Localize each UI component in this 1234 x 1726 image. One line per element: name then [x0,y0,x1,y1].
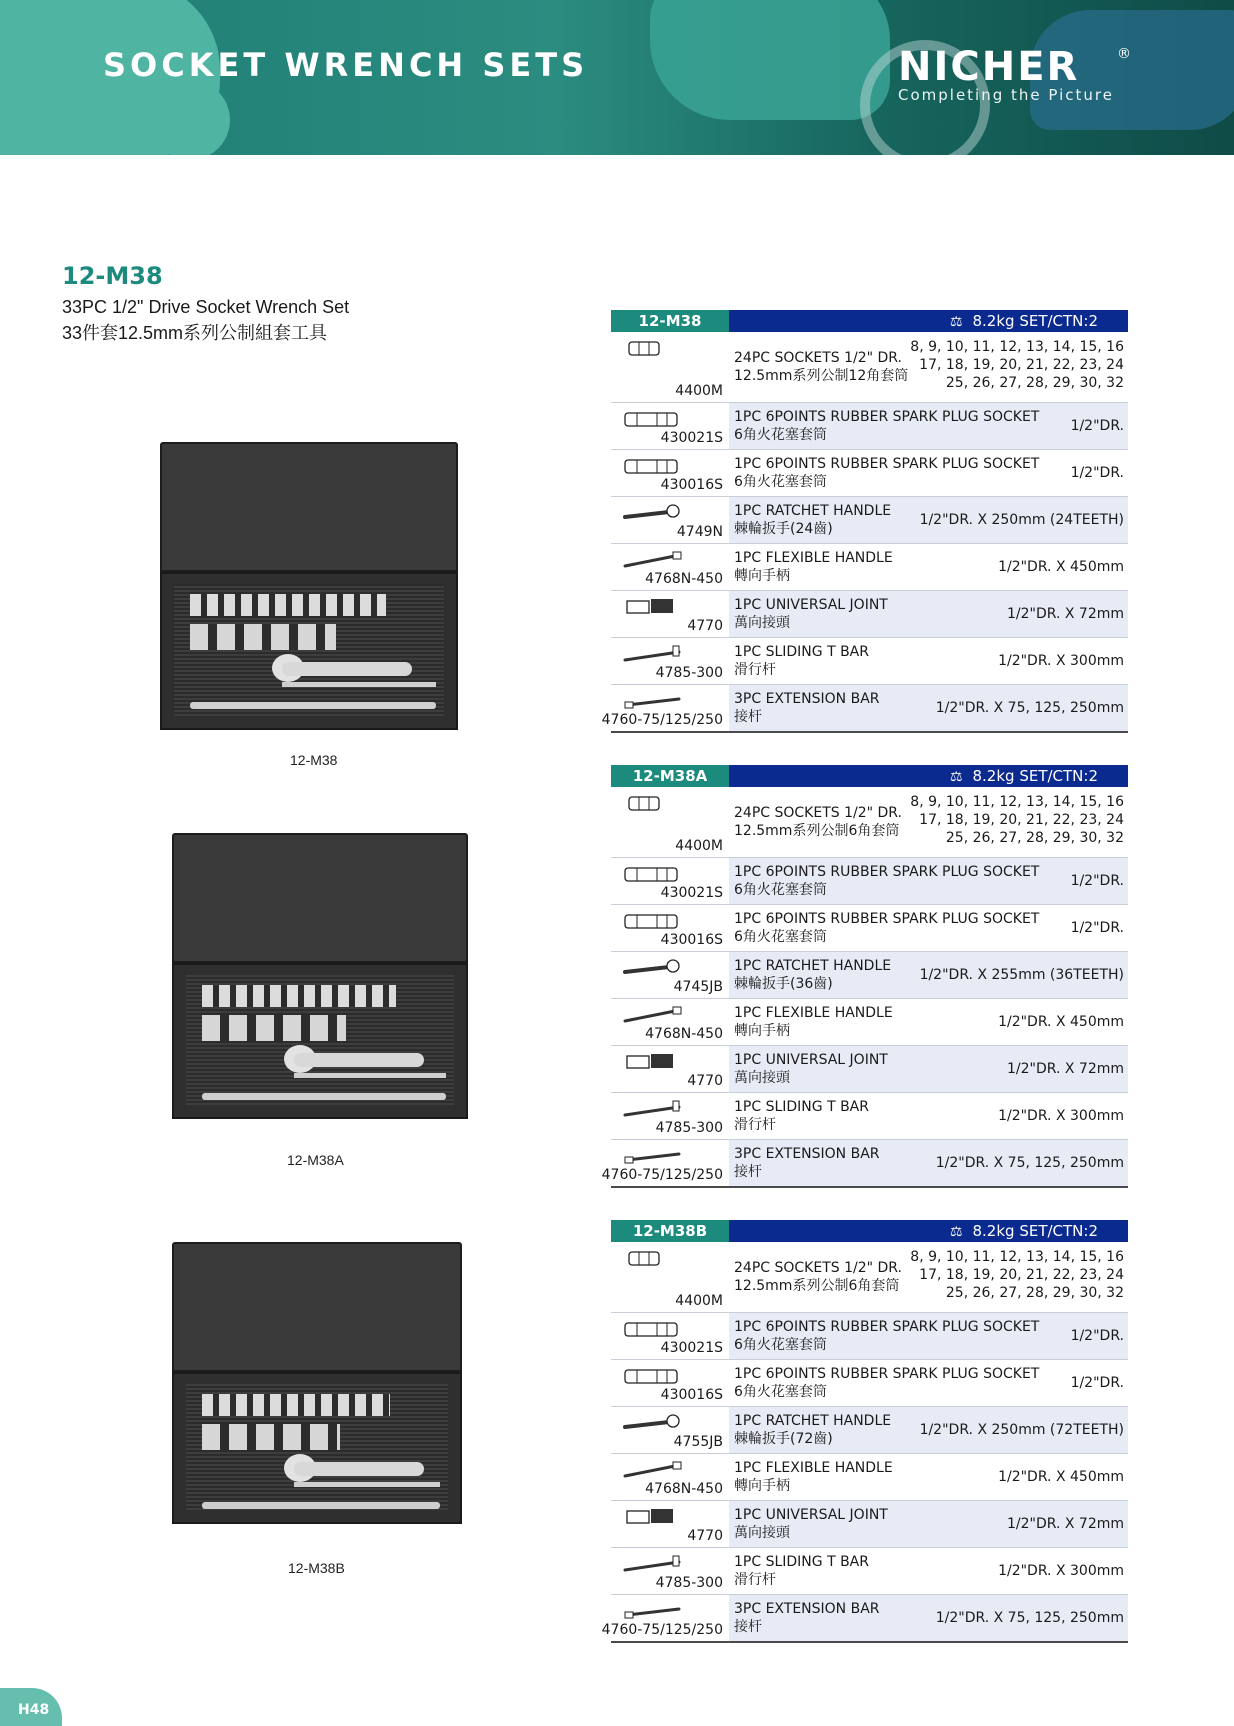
case-tray [172,963,468,1119]
item-spec [920,1421,1124,1439]
item-code: 430021S [660,430,723,446]
item-cell [611,905,729,951]
item-description-en: 1PC SLIDING T BAR [734,1554,869,1570]
spec-table [601,310,1128,733]
item-description-en: 1PC RATCHET HANDLE [734,503,892,519]
item-description-en: 1PC UNIVERSAL JOINT [734,1507,888,1523]
item-spec [936,699,1124,717]
product-photo-12-m38b [172,1242,462,1524]
item-code: 4755JB [673,1434,723,1450]
item-description-zh: 12.5mm系列公制6角套筒 [734,823,900,839]
item-code: 430016S [660,932,723,948]
item-description-en: 1PC UNIVERSAL JOINT [734,597,888,613]
item-spec [1007,605,1124,623]
item-cell [611,1046,729,1092]
socket-row [202,1015,346,1041]
socket-row [190,624,336,650]
table-row [611,952,1128,999]
item-code: 4760-75/125/250 [601,712,723,728]
table-row [611,905,1128,952]
puzzle-decoration [650,0,890,120]
item-code: 4785-300 [655,1120,723,1136]
sliding-t-bar-icon [623,1099,683,1119]
item-code: 4760-75/125/250 [601,1167,723,1183]
item-spec-line: 1/2"DR. X 450mm [998,559,1124,575]
item-spec-line: 25, 26, 27, 28, 29, 30, 32 [945,1285,1124,1301]
item-spec [1071,872,1124,890]
item-cell [611,952,729,998]
spec-table [601,765,1128,1188]
table-row [611,450,1128,497]
item-spec-line: 1/2"DR. [1070,920,1124,936]
flexible-handle-icon [623,1005,683,1025]
ratchet-handle-icon [623,958,683,978]
item-spec-line: 1/2"DR. X 75, 125, 250mm [935,700,1124,716]
item-spec [998,558,1124,576]
table-row [611,497,1128,544]
item-description-en: 1PC SLIDING T BAR [734,644,869,660]
item-cell [611,1407,729,1453]
page-number-tab [0,1688,62,1726]
table-row [601,1595,1128,1643]
brand-logo: NICHER [898,44,1080,90]
item-cell [611,403,729,449]
spark-plug-socket-icon [623,1366,683,1386]
item-description [734,549,893,585]
item-description-zh: 接杆 [734,709,762,725]
extension-bar [282,682,436,687]
scale-icon: ⚖ [949,1224,963,1240]
table-row [611,1454,1128,1501]
item-code: 4400M [675,383,723,399]
item-description-zh: 接杆 [734,1619,762,1635]
ratchet-handle [294,1462,424,1476]
item-description-zh: 6角火花塞套筒 [734,882,827,898]
item-spec [910,338,1124,392]
table-row [611,1501,1128,1548]
universal-joint-icon [623,1052,683,1072]
item-spec-line: 8, 9, 10, 11, 12, 13, 14, 15, 16 [910,794,1124,810]
table-row [611,403,1128,450]
item-code: 4770 [687,1073,723,1089]
item-description-en: 1PC 6POINTS RUBBER SPARK PLUG SOCKET [734,911,1040,927]
item-cell [611,497,729,543]
item-description-en: 1PC 6POINTS RUBBER SPARK PLUG SOCKET [734,409,1040,425]
table-row [611,1360,1128,1407]
table-set-code: 12-M38B [611,1220,729,1242]
item-code: 430016S [660,1387,723,1403]
item-description-zh: 滑行杆 [734,662,776,678]
item-description-zh: 滑行杆 [734,1572,776,1588]
page-title: SOCKET WRENCH SETS [103,46,589,84]
item-description [734,408,1039,444]
socket-row [202,1394,390,1416]
item-description [734,1051,888,1087]
item-description-en: 1PC 6POINTS RUBBER SPARK PLUG SOCKET [734,1366,1040,1382]
item-description [734,1145,880,1181]
item-code: 430021S [660,885,723,901]
table-weight [950,765,1098,787]
item-code: 430016S [660,477,723,493]
item-code: 4770 [687,618,723,634]
item-spec [1071,1374,1124,1392]
table-row [611,999,1128,1046]
item-spec-line: 1/2"DR. [1070,418,1124,434]
item-description-en: 1PC FLEXIBLE HANDLE [734,1460,893,1476]
product-photo-12-m38 [160,442,458,730]
socket-icon [623,1248,683,1268]
item-description-en: 1PC 6POINTS RUBBER SPARK PLUG SOCKET [734,1319,1040,1335]
item-spec [920,511,1124,529]
item-spec [936,1609,1124,1627]
flexible-handle-icon [623,550,683,570]
item-description-en: 3PC EXTENSION BAR [734,1601,880,1617]
item-cell [611,787,729,857]
item-description-zh: 6角火花塞套筒 [734,929,827,945]
item-description-en: 24PC SOCKETS 1/2" DR. [734,1260,902,1276]
item-spec-line: 1/2"DR. [1070,1375,1124,1391]
item-spec-line: 1/2"DR. X 255mm (36TEETH) [919,967,1124,983]
item-description [734,455,1039,491]
item-description-zh: 接杆 [734,1164,762,1180]
table-row [611,1407,1128,1454]
case-tray [160,572,458,730]
table-header [611,765,1128,787]
item-description [734,1506,888,1542]
item-description [734,596,888,632]
item-spec [998,1468,1124,1486]
registered-mark: ® [1117,46,1131,62]
spark-plug-socket-icon [623,864,683,884]
sliding-t-bar [202,1093,446,1100]
item-description-zh: 轉向手柄 [734,568,790,584]
item-description-zh: 棘輪扳手(72齒) [734,1431,833,1447]
item-description [734,502,891,538]
item-spec [1071,464,1124,482]
item-spec-line: 25, 26, 27, 28, 29, 30, 32 [945,830,1124,846]
item-description-en: 1PC FLEXIBLE HANDLE [734,1005,893,1021]
item-description [734,1365,1039,1401]
table-row [611,1242,1128,1313]
weight-text: 8.2kg SET/CTN:2 [972,312,1098,330]
item-cell [611,450,729,496]
table-row [601,1140,1128,1188]
ratchet-handle-icon [623,503,683,523]
item-description-en: 1PC RATCHET HANDLE [734,1413,892,1429]
brand-tagline: Completing the Picture [898,86,1114,104]
item-code: 4768N-450 [645,571,723,587]
item-cell [611,1360,729,1406]
item-spec [1071,417,1124,435]
item-description [734,1098,869,1134]
table-header [611,1220,1128,1242]
item-description-en: 1PC RATCHET HANDLE [734,958,892,974]
item-cell [611,1501,729,1547]
product-photo-12-m38a [172,833,468,1119]
item-cell [601,1140,729,1186]
item-description [734,1318,1039,1354]
item-description [734,804,902,840]
item-spec-line: 1/2"DR. X 300mm [998,1108,1124,1124]
weight-text: 8.2kg SET/CTN:2 [972,767,1098,785]
item-spec-line: 1/2"DR. X 75, 125, 250mm [935,1155,1124,1171]
table-weight [950,310,1098,332]
product-name-en: 33PC 1/2" Drive Socket Wrench Set [62,297,350,317]
socket-icon [623,338,683,358]
sliding-t-bar-icon [623,644,683,664]
item-spec-line: 1/2"DR. [1070,873,1124,889]
extension-bar [294,1482,440,1487]
item-spec [1007,1060,1124,1078]
socket-icon [623,793,683,813]
item-cell [611,638,729,684]
weight-text: 8.2kg SET/CTN:2 [972,1222,1098,1240]
table-row [611,1313,1128,1360]
item-cell [601,1595,729,1641]
page-number: H48 [18,1702,50,1718]
spec-table [601,1220,1128,1643]
item-cell [611,1548,729,1594]
item-spec-line: 17, 18, 19, 20, 21, 22, 23, 24 [919,1267,1124,1283]
spark-plug-socket-icon [623,1319,683,1339]
item-description [734,349,908,385]
case-tray [172,1372,462,1524]
table-row [601,685,1128,733]
table-body [601,787,1128,1188]
item-spec [910,1248,1124,1302]
item-description [734,910,1039,946]
item-description-zh: 6角火花塞套筒 [734,474,827,490]
extension-bar-icon [623,1601,683,1621]
item-spec-line: 1/2"DR. X 300mm [998,653,1124,669]
scale-icon: ⚖ [949,314,963,330]
item-code: 4785-300 [655,665,723,681]
item-code: 4749N [676,524,723,540]
sliding-t-bar-icon [623,1554,683,1574]
spark-plug-socket-icon [623,456,683,476]
item-description-zh: 棘輪扳手(24齒) [734,521,833,537]
sliding-t-bar [202,1502,440,1509]
table-row [611,858,1128,905]
item-description [734,1412,891,1448]
sliding-t-bar [190,702,436,709]
product-code: 12-M38 [62,262,163,290]
spark-plug-socket-icon [623,911,683,931]
item-description [734,1259,902,1295]
table-row [611,332,1128,403]
item-description-zh: 萬向接頭 [734,1070,790,1086]
socket-row [202,985,396,1007]
table-body [601,332,1128,733]
photo-caption: 12-M38 [290,752,338,768]
case-lid [160,442,458,572]
ratchet-handle [294,1053,424,1067]
item-cell [611,544,729,590]
table-row [611,1548,1128,1595]
item-spec-line: 1/2"DR. X 450mm [998,1469,1124,1485]
item-description-zh: 棘輪扳手(36齒) [734,976,833,992]
item-description-en: 1PC 6POINTS RUBBER SPARK PLUG SOCKET [734,456,1040,472]
extension-bar [294,1073,446,1078]
item-description [734,1459,893,1495]
item-cell [611,1454,729,1500]
ratchet-handle [282,662,412,676]
item-description-zh: 轉向手柄 [734,1023,790,1039]
item-code: 4745JB [673,979,723,995]
item-description-zh: 6角火花塞套筒 [734,1384,827,1400]
item-description-en: 3PC EXTENSION BAR [734,691,880,707]
socket-row [202,1424,340,1450]
table-row [611,591,1128,638]
product-name-zh: 33件套12.5mm系列公制組套工具 [62,323,328,343]
item-cell [611,1093,729,1139]
item-spec-line: 25, 26, 27, 28, 29, 30, 32 [945,375,1124,391]
item-cell [611,591,729,637]
item-description [734,863,1039,899]
table-set-code: 12-M38A [611,765,729,787]
item-description [734,1600,880,1636]
puzzle-decoration [150,80,230,155]
table-row [611,638,1128,685]
item-description-en: 3PC EXTENSION BAR [734,1146,880,1162]
item-description-zh: 6角火花塞套筒 [734,1337,827,1353]
item-spec-line: 1/2"DR. X 450mm [998,1014,1124,1030]
item-description-zh: 12.5mm系列公制12角套筒 [734,368,909,384]
item-spec-line: 1/2"DR. [1070,465,1124,481]
item-description-zh: 轉向手柄 [734,1478,790,1494]
item-spec-line: 8, 9, 10, 11, 12, 13, 14, 15, 16 [910,1249,1124,1265]
universal-joint-icon [623,1507,683,1527]
item-code: 4760-75/125/250 [601,1622,723,1638]
item-description-zh: 6角火花塞套筒 [734,427,827,443]
flexible-handle-icon [623,1460,683,1480]
item-description-en: 1PC 6POINTS RUBBER SPARK PLUG SOCKET [734,864,1040,880]
item-description-zh: 滑行杆 [734,1117,776,1133]
table-row [611,787,1128,858]
header-banner [0,0,1234,155]
item-spec-line: 1/2"DR. [1070,1328,1124,1344]
item-description-en: 1PC UNIVERSAL JOINT [734,1052,888,1068]
item-description [734,690,880,726]
item-description-en: 24PC SOCKETS 1/2" DR. [734,805,902,821]
table-body [601,1242,1128,1643]
item-description-zh: 萬向接頭 [734,615,790,631]
item-cell [611,1313,729,1359]
universal-joint-icon [623,597,683,617]
item-description-en: 1PC FLEXIBLE HANDLE [734,550,893,566]
item-description-en: 1PC SLIDING T BAR [734,1099,869,1115]
table-set-code: 12-M38 [611,310,729,332]
item-code: 4768N-450 [645,1481,723,1497]
item-spec-line: 1/2"DR. X 250mm (72TEETH) [919,1422,1124,1438]
table-row [611,544,1128,591]
item-cell [611,999,729,1045]
item-spec-line: 1/2"DR. X 72mm [1006,1061,1124,1077]
item-code: 4768N-450 [645,1026,723,1042]
item-description-en: 24PC SOCKETS 1/2" DR. [734,350,902,366]
case-lid [172,833,468,963]
item-spec [998,1013,1124,1031]
extension-bar-icon [623,691,683,711]
item-spec-line: 17, 18, 19, 20, 21, 22, 23, 24 [919,357,1124,373]
table-row [611,1093,1128,1140]
item-description [734,957,891,993]
item-spec [1007,1515,1124,1533]
scale-icon: ⚖ [949,769,963,785]
item-cell [611,332,729,402]
item-spec-line: 17, 18, 19, 20, 21, 22, 23, 24 [919,812,1124,828]
photo-caption: 12-M38B [288,1560,345,1576]
item-description-zh: 12.5mm系列公制6角套筒 [734,1278,900,1294]
item-description [734,1004,893,1040]
item-spec-line: 1/2"DR. X 75, 125, 250mm [935,1610,1124,1626]
item-spec [936,1154,1124,1172]
table-weight [950,1220,1098,1242]
item-code: 430021S [660,1340,723,1356]
item-spec-line: 1/2"DR. X 300mm [998,1563,1124,1579]
item-spec [998,1107,1124,1125]
photo-caption: 12-M38A [287,1152,344,1168]
item-spec-line: 1/2"DR. X 72mm [1006,606,1124,622]
item-description [734,643,869,679]
ratchet-handle-icon [623,1413,683,1433]
item-spec-line: 1/2"DR. X 72mm [1006,1516,1124,1532]
item-code: 4770 [687,1528,723,1544]
item-description [734,1553,869,1589]
item-spec [998,652,1124,670]
item-spec [1071,1327,1124,1345]
item-code: 4400M [675,838,723,854]
table-header [611,310,1128,332]
item-spec-line: 8, 9, 10, 11, 12, 13, 14, 15, 16 [910,339,1124,355]
item-cell [611,858,729,904]
item-cell [611,1242,729,1312]
item-spec [910,793,1124,847]
item-spec [1071,919,1124,937]
extension-bar-icon [623,1146,683,1166]
spark-plug-socket-icon [623,409,683,429]
item-cell [601,685,729,731]
table-row [611,1046,1128,1093]
item-description-zh: 萬向接頭 [734,1525,790,1541]
item-spec-line: 1/2"DR. X 250mm (24TEETH) [919,512,1124,528]
socket-row [190,594,386,616]
item-code: 4785-300 [655,1575,723,1591]
item-code: 4400M [675,1293,723,1309]
case-lid [172,1242,462,1372]
item-spec [998,1562,1124,1580]
item-spec [920,966,1124,984]
